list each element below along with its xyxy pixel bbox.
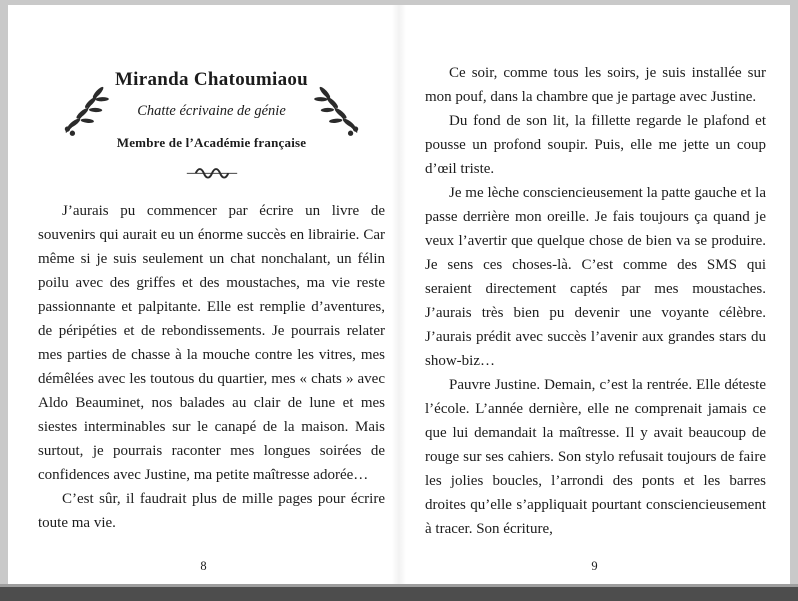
- page-right: [399, 5, 790, 584]
- squiggle-divider-icon: [38, 165, 385, 183]
- page-number-left: 8: [200, 559, 207, 573]
- page-number-right: 9: [591, 559, 598, 573]
- paragraph: C’est sûr, il faudrait plus de mille pages pour écrire toute ma vie.: [38, 491, 385, 531]
- paragraph: Ce soir, comme tous les soirs, je suis installée sur mon pouf, dans la chambre que je partage avec Justine.: [425, 65, 766, 105]
- chapter-header-text: [113, 69, 310, 151]
- left-page-body-text: [38, 199, 385, 535]
- book-spread: [8, 5, 790, 584]
- paragraph: Pauvre Justine. Demain, c’est la rentrée. Elle déteste l’école. L’année dernière, elle ne comprenait jamais ce que lui demandait la maîtresse. Il y avait beaucoup de rouge sur ses cahiers. Son stylo refusait toujours de faire les jolies boucles, l’arrondi des ponts et les barres droites qu’elle s’appliquait pourtant consciencieusement à tracer. Son écriture,: [425, 377, 766, 537]
- character-name-title: Miranda Chatoumiaou: [114, 69, 309, 90]
- right-page-body-text: [425, 61, 766, 541]
- page-left: [8, 5, 399, 584]
- character-subtitle: Chatte écrivaine de génie: [137, 103, 286, 119]
- paragraph: Je me lèche consciencieusement la patte gauche et la passe derrière mon oreille. Je fais toujours ça quand je veux l’avertir que quelque chose de bien va se produire. Je sens ces choses-là. C’est comme des SMS qui seraient directement captés par mes moustaches. J’aurais très bien pu devenir une voyante célèbre. J’aurais prédit avec succès l’avenir aux grandes stars du show-biz…: [425, 185, 766, 369]
- character-membership-line: Membre de l’Académie française: [116, 135, 307, 150]
- chapter-header: [38, 69, 385, 151]
- bottom-bar: [0, 584, 798, 601]
- olive-branch-right-icon: [314, 81, 364, 139]
- olive-branch-left-icon: [59, 81, 109, 139]
- paragraph: Du fond de son lit, la fillette regarde le plafond et pousse un profond soupir. Puis, elle me jette un coup d’œil triste.: [425, 113, 766, 177]
- paragraph: J’aurais pu commencer par écrire un livre de souvenirs qui aurait eu un énorme succès en librairie. Car même si je suis seulement un chat nonchalant, un félin poilu avec des griffes et des moustaches, ma vie reste passionnante et palpitante. Elle est remplie d’aventures, de péripéties et de rebondissements. Je pourrais relater mes parties de chasse à la mouche contre les vitres, mes démêlées avec les toutous du quartier, mes « chats » avec Aldo Beauminet, nos balades au clair de lune et mes siestes interminables sur le canapé de la maison. Mais surtout, je pourrais raconter mes longues soirées de confidences avec Justine, ma petite maîtresse adorée…: [38, 203, 385, 483]
